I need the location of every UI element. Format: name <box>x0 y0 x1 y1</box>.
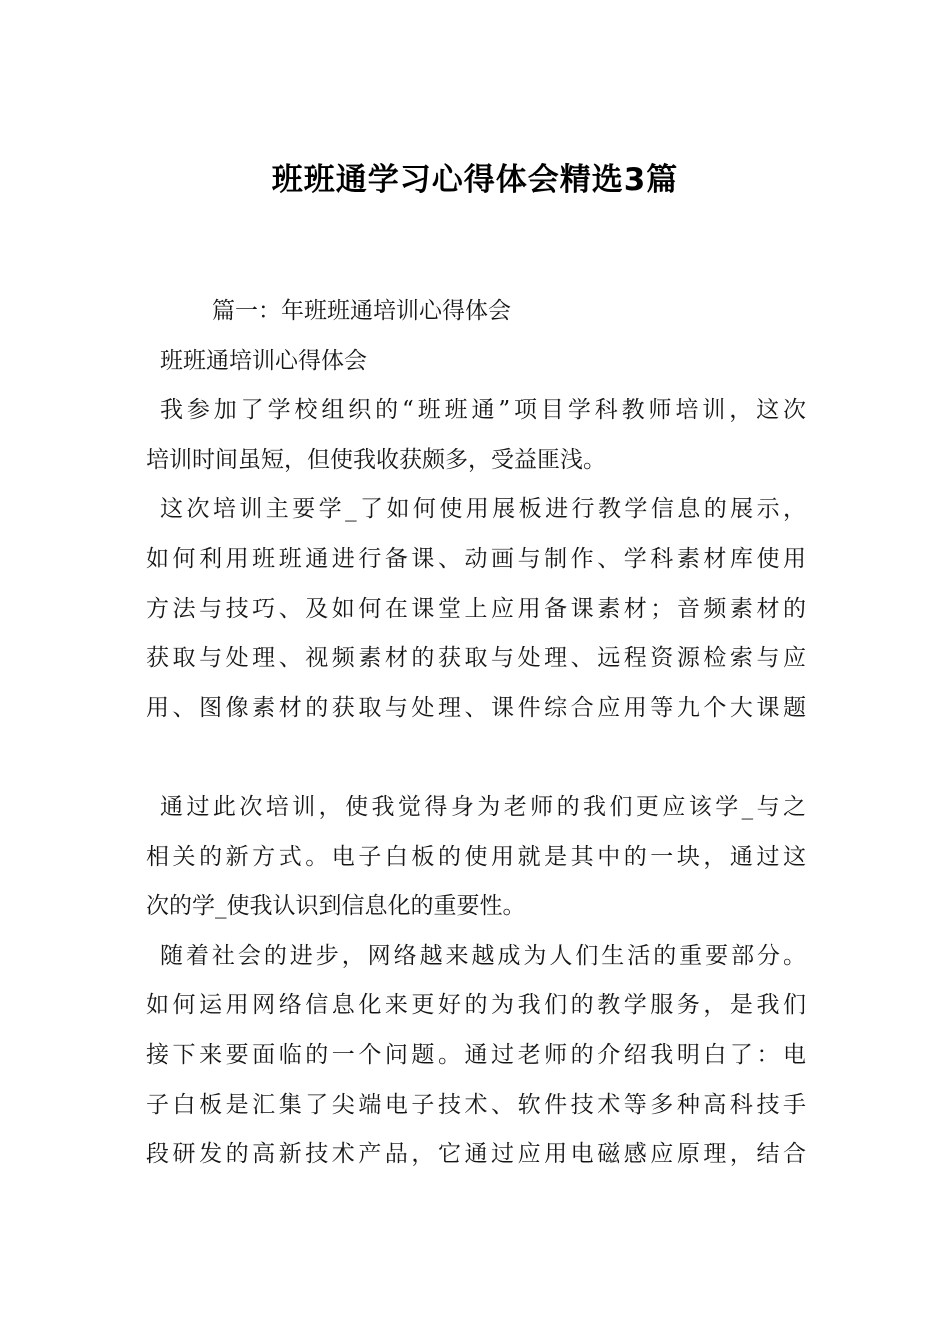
paragraph-line: 相关的新方式。电子白板的使用就是其中的一块，通过这 <box>146 843 806 870</box>
paragraph-line: 接下来要面临的一个问题。通过老师的介绍我明白了：电 <box>146 1041 806 1068</box>
paragraph-line: 段研发的高新技术产品，它通过应用电磁感应原理，结合 <box>146 1141 806 1168</box>
section-heading: 篇一：年班班通培训心得体会 <box>212 298 511 324</box>
paragraph-line: 随着社会的进步，网络越来越成为人们生活的重要部分。 <box>160 942 806 969</box>
blank-line <box>146 733 806 783</box>
paragraph-line: 获取与处理、视频素材的获取与处理、远程资源检索与应 <box>146 645 806 672</box>
paragraph-line: 如何运用网络信息化来更好的为我们的教学服务，是我们 <box>146 992 806 1019</box>
paragraph-line: 用、图像素材的获取与处理、课件综合应用等九个大课题 <box>146 694 806 721</box>
subheading: 班班通培训心得体会 <box>160 347 367 374</box>
paragraph-line: 如何利用班班通进行备课、动画与制作、学科素材库使用 <box>146 545 806 572</box>
paragraph-line: 方法与技巧、及如何在课堂上应用备课素材；音频素材的 <box>146 595 806 622</box>
paragraph-line: 次的学_使我认识到信息化的重要性。 <box>146 893 526 920</box>
paragraph-line: 这次培训主要学_了如何使用展板进行教学信息的展示， <box>160 496 806 523</box>
document-body <box>146 287 806 1180</box>
paragraph-line: 通过此次培训，使我觉得身为老师的我们更应该学_与之 <box>160 793 806 820</box>
paragraph-line: 培训时间虽短，但使我收获颇多，受益匪浅。 <box>146 446 606 473</box>
paragraph-line: 子白板是汇集了尖端电子技术、软件技术等多种高科技手 <box>146 1091 806 1118</box>
paragraph-line: 我参加了学校组织的“班班通”项目学科教师培训，这次 <box>160 397 806 424</box>
document-title: 班班通学习心得体会精选3篇 <box>271 162 679 198</box>
